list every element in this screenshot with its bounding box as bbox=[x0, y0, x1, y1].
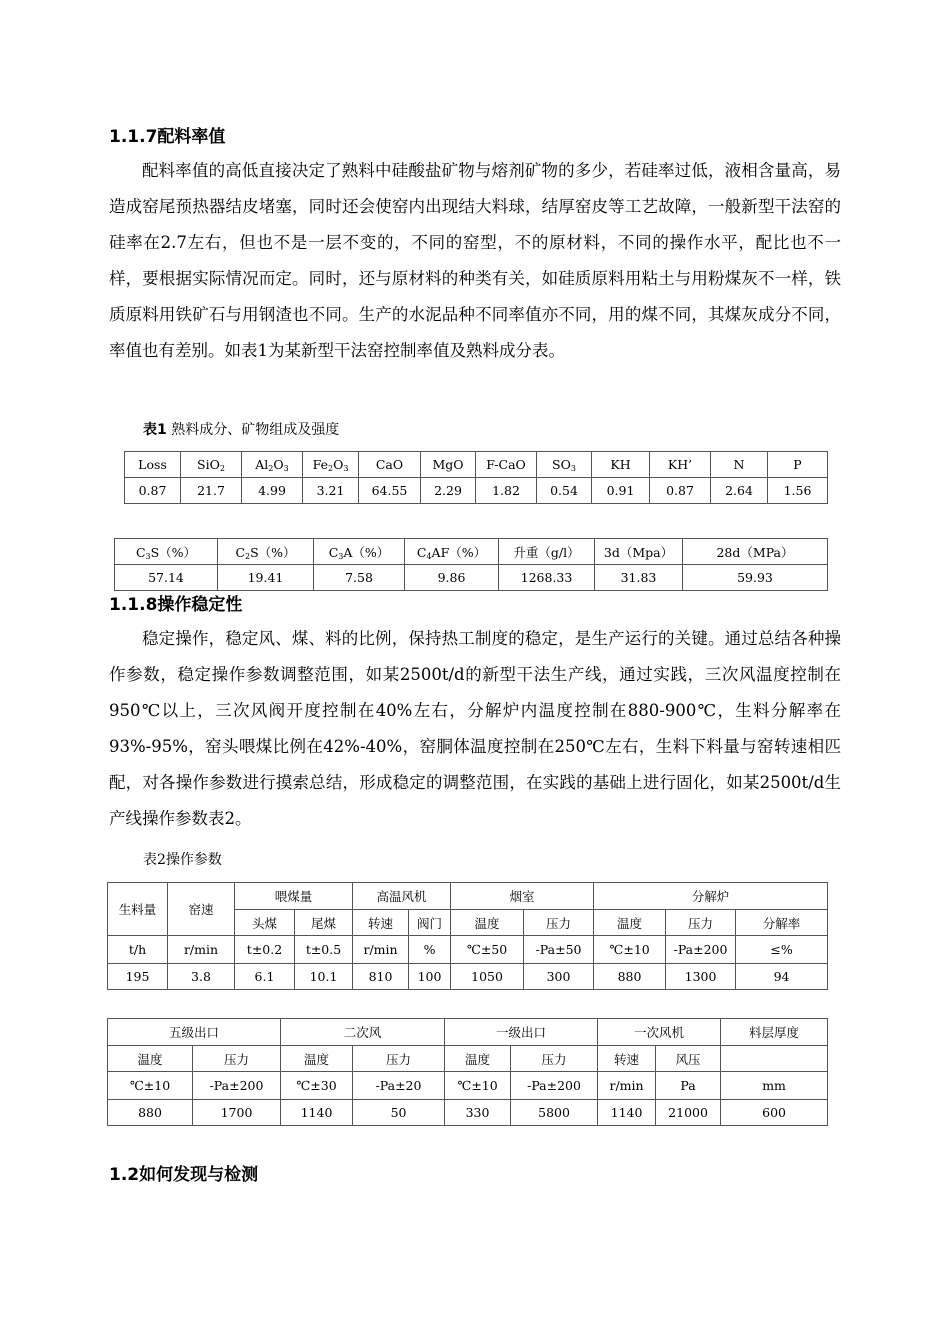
table1-mineral-value-cell: 9.86 bbox=[405, 565, 499, 591]
table1-mineral-header-cell-pre: 3d（Mpa） bbox=[603, 544, 674, 560]
section-heading-1-1-8: 1.1.8操作稳定性 bbox=[109, 595, 243, 615]
table2-operation-parameters bbox=[107, 882, 828, 990]
table1-header-cell bbox=[359, 452, 421, 478]
table2-subheader-cell: 分解率 bbox=[736, 910, 828, 936]
table2-subheader-cell: 温度 bbox=[594, 910, 666, 936]
table2b-value-cell: 330 bbox=[445, 1100, 511, 1126]
table1-header-cell bbox=[650, 452, 711, 478]
table2-subheader-cell: 压力 bbox=[666, 910, 736, 936]
table1-header-cell bbox=[768, 452, 828, 478]
section-heading-1-2: 1.2如何发现与检测 bbox=[109, 1165, 259, 1185]
table1-value-cell: 0.54 bbox=[537, 478, 592, 504]
table2b-subheader-cell: 温度 bbox=[445, 1046, 511, 1072]
table2-unit-cell: t±0.2 bbox=[235, 936, 295, 964]
col-primary-fan: 一次风机 bbox=[598, 1019, 721, 1046]
table2-value-cell: 880 bbox=[594, 964, 666, 990]
table1-mineral-header-cell-sub: 3 bbox=[145, 551, 151, 561]
table1-mineral-header-cell-mid: A（%） bbox=[343, 544, 390, 560]
col-high-temp-fan: 高温风机 bbox=[353, 883, 451, 910]
table1-header-cell bbox=[242, 452, 303, 478]
table2-operation-parameters-continued bbox=[107, 1018, 828, 1126]
table2b-unit-cell: -Pa±20 bbox=[353, 1072, 445, 1100]
table2b-value-cell: 880 bbox=[108, 1100, 193, 1126]
table2-subheader-cell: 温度 bbox=[451, 910, 524, 936]
table2b-value-cell: 50 bbox=[353, 1100, 445, 1126]
table1-mineral-header-cell-sub: 4 bbox=[426, 551, 432, 561]
table1-mineral-header-cell bbox=[218, 539, 314, 565]
table1-value-cell: 21.7 bbox=[181, 478, 242, 504]
table2-value-cell: 10.1 bbox=[295, 964, 353, 990]
table2b-value-cell: 1700 bbox=[193, 1100, 281, 1126]
table2-unit-cell: % bbox=[409, 936, 451, 964]
table2b-subheader-cell: 风压 bbox=[656, 1046, 721, 1072]
table1-header-cell bbox=[303, 452, 359, 478]
table1-header-cell bbox=[181, 452, 242, 478]
table1-mineral-header-cell-pre: C bbox=[235, 544, 246, 560]
table2-subheader-cell: 阀门 bbox=[409, 910, 451, 936]
table2-value-cell: 1050 bbox=[451, 964, 524, 990]
table2b-value-cell: 1140 bbox=[281, 1100, 353, 1126]
table2b-value-cell: 21000 bbox=[656, 1100, 721, 1126]
table1-mineral-header-cell-pre: 升重（g/l） bbox=[513, 544, 580, 560]
table2b-unit-cell: mm bbox=[721, 1072, 828, 1100]
table2-unit-cell: ℃±50 bbox=[451, 936, 524, 964]
table1-header-cell bbox=[711, 452, 768, 478]
table2-caption: 表2操作参数 bbox=[143, 852, 222, 868]
table2b-unit-cell: ℃±10 bbox=[108, 1072, 193, 1100]
table1-header-cell-pre: Al bbox=[255, 457, 269, 472]
table1-mineral-header-cell-pre: C bbox=[416, 544, 427, 560]
table2-value-cell: 6.1 bbox=[235, 964, 295, 990]
table1-mineral-header-cell bbox=[683, 539, 828, 565]
table2b-unit-cell: r/min bbox=[598, 1072, 656, 1100]
table1-mineral-header-cell-pre: C bbox=[135, 544, 146, 560]
col-bed-thickness: 料层厚度 bbox=[721, 1019, 828, 1046]
table2-subheader-cell: 尾煤 bbox=[295, 910, 353, 936]
col-coal-feed: 喂煤量 bbox=[235, 883, 353, 910]
table2b-subheader-cell: 转速 bbox=[598, 1046, 656, 1072]
table1-value-cell: 1.56 bbox=[768, 478, 828, 504]
table2-value-cell: 195 bbox=[108, 964, 168, 990]
paragraph-operation-stability: 稳定操作，稳定风、煤、料的比例，保持热工制度的稳定，是生产运行的关键。通过总结各种操作参数，稳定操作参数调整范围，如某2500t/d的新型干法生产线，通过实践，三次风温度控制在950℃以上，三次风阀开度控制在40%左右，分解炉内温度控制在880-900℃，生料分解率在93%-95%，窑头喂煤比例在42%-40%，窑胴体温度控制在250℃左右，生料下料量与窑转速相匹配，对各操作参数进行摸索总结，形成稳定的调整范围，在实践的基础上进行固化，如某2500t/d生产线操作参数表2。 bbox=[109, 629, 841, 828]
table1-mineral-header-cell bbox=[314, 539, 405, 565]
table2-unit-cell: r/min bbox=[353, 936, 409, 964]
table1-header-cell-pre: MgO bbox=[432, 457, 464, 472]
table1-mineral-header-cell bbox=[115, 539, 218, 565]
table1-header-cell-sub: 2 bbox=[268, 464, 274, 473]
table1-mineral-header-cell bbox=[499, 539, 595, 565]
table2-value-cell: 300 bbox=[524, 964, 594, 990]
table2b-subheader-cell: 温度 bbox=[281, 1046, 353, 1072]
table1-header-cell-pre: N bbox=[733, 457, 745, 472]
table1-caption-text: 熟料成分、矿物组成及强度 bbox=[171, 422, 340, 438]
col-smoke-chamber: 烟室 bbox=[451, 883, 594, 910]
table1-header-cell-pre: KH’ bbox=[667, 457, 693, 472]
table1-value-cell: 0.91 bbox=[592, 478, 650, 504]
col-secondary-air: 二次风 bbox=[281, 1019, 445, 1046]
table2b-unit-cell: ℃±10 bbox=[445, 1072, 511, 1100]
table1-header-cell-sub2: 3 bbox=[283, 464, 289, 473]
table1-header-cell-pre: F-CaO bbox=[486, 457, 526, 472]
table1-value-cell: 3.21 bbox=[303, 478, 359, 504]
table1-header-cell bbox=[421, 452, 476, 478]
table1-mineral-header-cell-sub: 2 bbox=[245, 551, 251, 561]
table1-value-cell: 64.55 bbox=[359, 478, 421, 504]
table2-unit-cell: t±0.5 bbox=[295, 936, 353, 964]
table2b-subheader-cell bbox=[721, 1046, 828, 1072]
table1-mineral-header-cell-pre: 28d（MPa） bbox=[716, 544, 794, 560]
table2b-value-cell: 1140 bbox=[598, 1100, 656, 1126]
table1-mineral-value-cell: 1268.33 bbox=[499, 565, 595, 591]
table1-mineral-header-cell-pre: C bbox=[328, 544, 339, 560]
table1-caption bbox=[143, 421, 339, 439]
col-calciner: 分解炉 bbox=[594, 883, 828, 910]
table1-mineral-header-cell bbox=[595, 539, 683, 565]
table2b-subheader-cell: 压力 bbox=[353, 1046, 445, 1072]
table1-mineral-strength bbox=[114, 538, 828, 591]
table1-header-cell-pre: Fe bbox=[312, 457, 328, 472]
col-raw-meal: 生料量 bbox=[108, 883, 168, 936]
table2-subheader-cell: 压力 bbox=[524, 910, 594, 936]
table1-header-cell-pre: P bbox=[793, 457, 802, 472]
table2b-unit-cell: -Pa±200 bbox=[193, 1072, 281, 1100]
table2-subheader-cell: 转速 bbox=[353, 910, 409, 936]
table1-header-cell-sub: 2 bbox=[219, 464, 225, 473]
table2b-unit-cell: Pa bbox=[656, 1072, 721, 1100]
table1-header-cell-sub2: 3 bbox=[343, 464, 349, 473]
table2b-subheader-cell: 压力 bbox=[511, 1046, 598, 1072]
table2-unit-cell: -Pa±50 bbox=[524, 936, 594, 964]
table1-mineral-header-cell-sub: 3 bbox=[338, 551, 344, 561]
table1-clinker-composition bbox=[124, 451, 828, 504]
table1-mineral-value-cell: 19.41 bbox=[218, 565, 314, 591]
table2-unit-cell: ≤% bbox=[736, 936, 828, 964]
table1-header-cell-pre: KH bbox=[610, 457, 631, 472]
table1-value-cell: 2.64 bbox=[711, 478, 768, 504]
table1-caption-number: 表1 bbox=[143, 422, 167, 438]
table2-subheader-cell: 头煤 bbox=[235, 910, 295, 936]
table2b-subheader-cell: 温度 bbox=[108, 1046, 193, 1072]
table1-header-cell-mid: O bbox=[273, 457, 284, 472]
section-heading-1-1-7: 1.1.7配料率值 bbox=[109, 127, 226, 147]
table2-value-cell: 3.8 bbox=[168, 964, 235, 990]
table1-header-cell-pre: Loss bbox=[138, 457, 167, 472]
table1-header-cell-mid: O bbox=[333, 457, 344, 472]
table1-value-cell: 4.99 bbox=[242, 478, 303, 504]
table2b-unit-cell: -Pa±200 bbox=[511, 1072, 598, 1100]
table1-value-cell: 0.87 bbox=[125, 478, 181, 504]
table2b-unit-cell: ℃±30 bbox=[281, 1072, 353, 1100]
table2-unit-cell: t/h bbox=[108, 936, 168, 964]
table1-header-cell-sub: 2 bbox=[327, 464, 334, 473]
table1-value-cell: 0.87 bbox=[650, 478, 711, 504]
table1-header-cell-pre: SiO bbox=[197, 457, 220, 472]
table2-value-cell: 1300 bbox=[666, 964, 736, 990]
table1-header-cell bbox=[592, 452, 650, 478]
table1-mineral-value-cell: 59.93 bbox=[683, 565, 828, 591]
table2-value-cell: 94 bbox=[736, 964, 828, 990]
table1-header-cell-pre: SO bbox=[552, 457, 571, 472]
table1-mineral-value-cell: 31.83 bbox=[595, 565, 683, 591]
table2-unit-cell: r/min bbox=[168, 936, 235, 964]
table2-value-cell: 810 bbox=[353, 964, 409, 990]
table1-mineral-value-cell: 7.58 bbox=[314, 565, 405, 591]
paragraph-ratio-values: 配料率值的高低直接决定了熟料中硅酸盐矿物与熔剂矿物的多少，若硅率过低，液相含量高，易造成窑尾预热器结皮堵塞，同时还会使窑内出现结大料球，结厚窑皮等工艺故障，一般新型干法窑的硅率在2.7左右，但也不是一层不变的，不同的窑型，不的原材料，不同的操作水平，配比也不一样，要根据实际情况而定。同时，还与原材料的种类有关，如硅质原料用粘土与用粉煤灰不一样，铁质原料用铁矿石与用钢渣也不同。生产的水泥品种不同率值亦不同，用的煤不同，其煤灰成分不同，率值也有差别。如表1为某新型干法窑控制率值及熟料成分表。 bbox=[109, 161, 841, 360]
table2-unit-cell: -Pa±200 bbox=[666, 936, 736, 964]
table1-mineral-header-cell-mid: S（%） bbox=[250, 544, 296, 560]
col-stage5-outlet: 五级出口 bbox=[108, 1019, 281, 1046]
table1-header-cell-sub: 3 bbox=[570, 464, 576, 473]
col-kiln-speed: 窑速 bbox=[168, 883, 235, 936]
table2b-value-cell: 5800 bbox=[511, 1100, 598, 1126]
table2-value-cell: 100 bbox=[409, 964, 451, 990]
table1-header-cell bbox=[125, 452, 181, 478]
table1-mineral-value-cell: 57.14 bbox=[115, 565, 218, 591]
table2b-value-cell: 600 bbox=[721, 1100, 828, 1126]
table1-header-cell bbox=[537, 452, 592, 478]
table1-header-cell bbox=[476, 452, 537, 478]
table1-value-cell: 1.82 bbox=[476, 478, 537, 504]
table1-mineral-header-cell bbox=[405, 539, 499, 565]
table2-unit-cell: ℃±10 bbox=[594, 936, 666, 964]
col-stage1-outlet: 一级出口 bbox=[445, 1019, 598, 1046]
table2b-subheader-cell: 压力 bbox=[193, 1046, 281, 1072]
table1-header-cell-pre: CaO bbox=[375, 457, 404, 472]
table1-mineral-header-cell-mid: S（%） bbox=[150, 544, 197, 560]
table1-value-cell: 2.29 bbox=[421, 478, 476, 504]
table1-mineral-header-cell-mid: AF（%） bbox=[431, 544, 487, 560]
